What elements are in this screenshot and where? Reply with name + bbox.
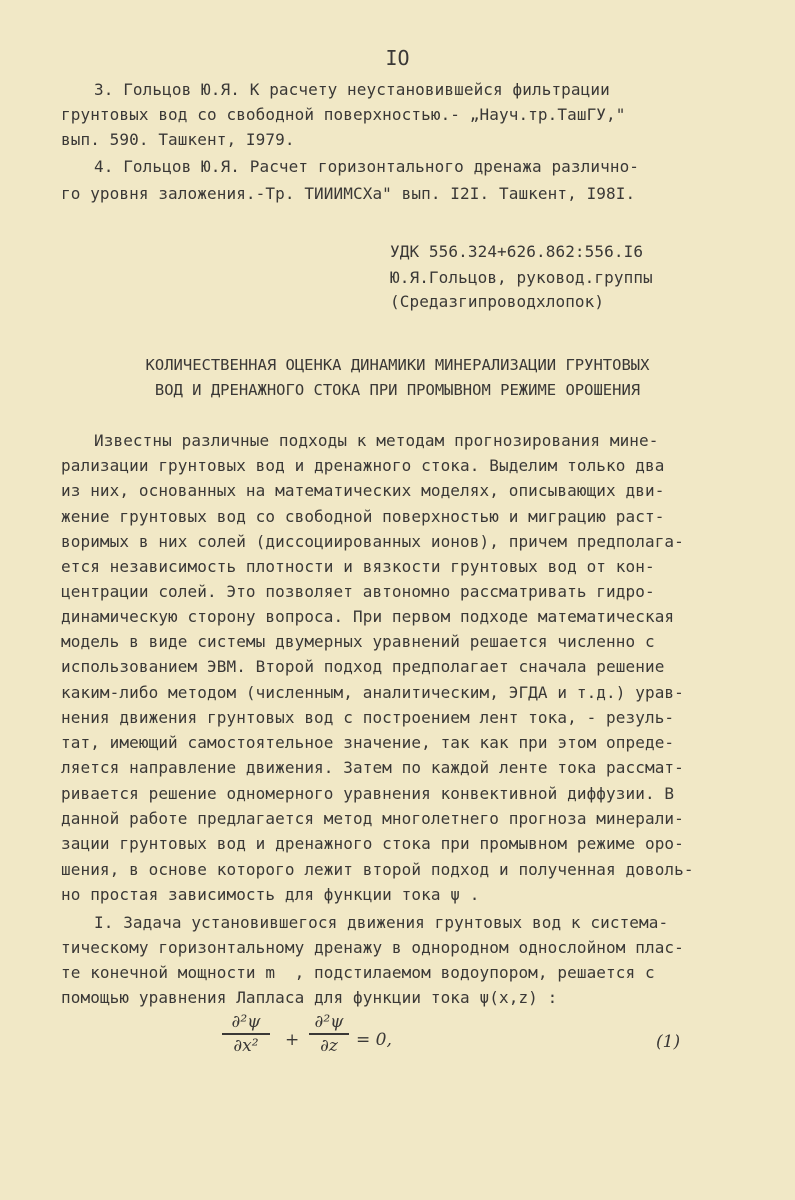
body-line: шения, в основе которого лежит второй подход и полученная доволь- <box>61 860 694 879</box>
fraction-term-1 <box>222 1012 270 1056</box>
section-line: те конечной мощности m , подстилаемом водоупором, решается с <box>61 963 655 982</box>
body-line: нения движения грунтовых вод с построением лент тока, - резуль- <box>61 708 675 727</box>
body-line: но простая зависимость для функции тока ψ . <box>61 885 480 904</box>
body-line: Известны различные подходы к методам прогнозирования мине- <box>94 431 659 450</box>
body-line: жение грунтовых вод со свободной поверхностью и миграцию раст- <box>61 507 665 526</box>
body-line: ется независимость плотности и вязкости грунтовых вод от кон- <box>61 557 655 576</box>
fraction-denominator: ∂z <box>320 1035 338 1056</box>
fraction-denominator: ∂x² <box>233 1035 259 1056</box>
body-line: зации грунтовых вод и дренажного стока при промывном режиме оро- <box>61 834 684 853</box>
body-line: воримых в них солей (диссоциированных ионов), причем предполага- <box>61 532 684 551</box>
plus-sign: + <box>285 1030 300 1050</box>
title-line: ВОД И ДРЕНАЖНОГО СТОКА ПРИ ПРОМЫВНОМ РЕЖИМЕ ОРОШЕНИЯ <box>154 381 641 399</box>
body-line: ривается решение одномерного уравнения конвективной диффузии. В <box>61 784 675 803</box>
equation-rhs: = 0, <box>356 1030 392 1050</box>
section-line: помощью уравнения Лапласа для функции тока ψ(x,z) : <box>61 988 558 1007</box>
body-line: динамическую сторону вопроса. При первом подходе математическая <box>61 607 675 626</box>
reference-line: вып. 590. Ташкент, I979. <box>61 130 295 149</box>
organization: (Средазгипроводхлопок) <box>390 292 605 311</box>
body-line: каким-либо методом (численным, аналитическим, ЭГДА и т.д.) урав- <box>61 683 684 702</box>
equation-number: (1) <box>656 1032 681 1052</box>
reference-line: 4. Гольцов Ю.Я. Расчет горизонтального дренажа различно- <box>94 157 640 176</box>
body-line: центрации солей. Это позволяет автономно рассматривать гидро- <box>61 582 655 601</box>
body-line: данной работе предлагается метод многолетнего прогноза минерали- <box>61 809 684 828</box>
fraction-bar <box>222 1033 270 1035</box>
fraction-term-2 <box>309 1012 349 1056</box>
fraction-numerator: ∂²ψ <box>231 1012 261 1032</box>
body-line: тат, имеющий самостоятельное значение, так как при этом опреде- <box>61 733 675 752</box>
author-name: Ю.Я.Гольцов, руковод.группы <box>390 268 653 287</box>
body-line: рализации грунтовых вод и дренажного стока. Выделим только два <box>61 456 665 475</box>
body-line: из них, основанных на математических моделях, описывающих дви- <box>61 481 665 500</box>
body-line: использованием ЭВМ. Второй подход предполагает сначала решение <box>61 657 665 676</box>
reference-line: грунтовых вод со свободной поверхностью.- „Науч.тр.ТашГУ," <box>61 105 626 124</box>
udk-code: УДК 556.324+626.862:556.I6 <box>390 242 644 261</box>
reference-line: 3. Гольцов Ю.Я. К расчету неустановившейся фильтрации <box>94 80 610 99</box>
page-number: IO <box>385 46 410 70</box>
fraction-numerator: ∂²ψ <box>314 1012 344 1032</box>
title-line: КОЛИЧЕСТВЕННАЯ ОЦЕНКА ДИНАМИКИ МИНЕРАЛИЗАЦИИ ГРУНТОВЫХ <box>145 356 650 374</box>
section-line: I. Задача установившегося движения грунтовых вод к система- <box>94 913 669 932</box>
section-line: тическому горизонтальному дренажу в однородном однослойном плас- <box>61 938 684 957</box>
body-line: модель в виде системы двумерных уравнений решается численно с <box>61 632 655 651</box>
fraction-bar <box>309 1033 349 1035</box>
reference-line: го уровня заложения.-Тр. ТИИИМСХа" вып. I2I. Ташкент, I98I. <box>61 184 636 203</box>
body-line: ляется направление движения. Затем по каждой ленте тока рассмат- <box>61 758 684 777</box>
